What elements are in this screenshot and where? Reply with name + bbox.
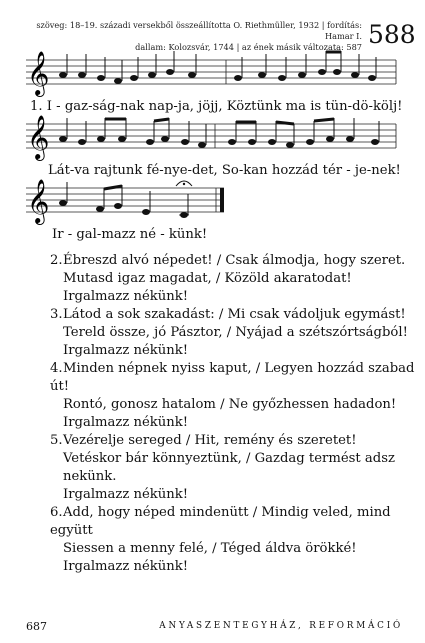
music-notation (0, 0, 425, 250)
verse-number: 2. (50, 253, 63, 268)
verse-line: Rontó, gonosz hatalom / Ne győzhessen hadadon! (63, 397, 397, 412)
verse-line: Siessen a menny felé, / Téged áldva örökké! (63, 541, 357, 556)
notes-1 (59, 69, 376, 84)
lyrics-line-3: Ir - gal-mazz né - künk! (52, 227, 208, 242)
verse-line: Irgalmazz nékünk! (63, 415, 189, 430)
treble-clef-icon: 𝄞 (27, 179, 50, 223)
credits-text: szöveg: 18–19. századi versekből összeállította O. Riethmüller, 1932 | fordítás: Hamar I. (36, 20, 362, 41)
verse-line: Vetéskor bár könnyeztünk, / Gazdag termést adsz nekünk. (63, 451, 395, 484)
verse-line: Irgalmazz nékünk! (63, 487, 189, 502)
credits-melody: dallam: Kolozsvár, 1744 | az ének másik változata: 587 (135, 42, 362, 52)
verse-line: Tereld össze, jó Pásztor, / Nyájad a szétszórtságból! (63, 325, 408, 340)
verse-line: Irgalmazz nékünk! (63, 559, 189, 574)
verse-number: 5. (50, 433, 63, 448)
hymn-number: 588 (368, 20, 416, 49)
verse-2 (50, 252, 425, 306)
verse-line: Látod a sok szakadást: / Mi csak vádoljuk egymást! (63, 307, 406, 322)
verse-line: Minden népnek nyiss kaput, / Legyen hozzád szabad út! (50, 361, 415, 394)
notes-3 (59, 200, 188, 218)
verse-number: 6. (50, 505, 63, 520)
verse-5 (50, 432, 425, 504)
verse-number: 3. (50, 307, 63, 322)
final-barline (220, 188, 224, 212)
book-section-title: ANYASZENTEGYHÁZ, REFORMÁCIÓ (159, 621, 403, 631)
page-number: 687 (26, 620, 47, 633)
beams-2 (105, 119, 334, 124)
treble-clef-icon: 𝄞 (27, 51, 50, 95)
lyrics-line-2: Lát-va rajtunk fé-nye-det, So-kan hozzád tér - je-nek! (48, 163, 401, 178)
verse-line: Irgalmazz nékünk! (63, 343, 189, 358)
verse-line: Irgalmazz nékünk! (63, 289, 189, 304)
verse-number: 4. (50, 361, 63, 376)
verse-line: Mutasd igaz magadat, / Közöld akaratodat! (63, 271, 352, 286)
verse-4 (50, 360, 425, 432)
lyrics-line-1: 1. I - gaz-ság-nak nap-ja, jöjj, Köztünk ma is tün-dö-kölj! (30, 99, 403, 114)
stems-3 (67, 182, 188, 215)
staff-3 (26, 188, 224, 212)
verse-line: Ébreszd alvó népedet! / Csak álmodja, hogy szeret. (63, 253, 406, 268)
verse-6 (50, 504, 425, 576)
verse-3 (50, 306, 425, 360)
verse-line: Vezérelje sereged / Hit, remény és szeretet! (63, 433, 357, 448)
verses (50, 252, 425, 576)
verse-line: Add, hogy néped mindenütt / Mindig veled, mind együtt (50, 505, 391, 538)
treble-clef-icon: 𝄞 (27, 115, 50, 159)
